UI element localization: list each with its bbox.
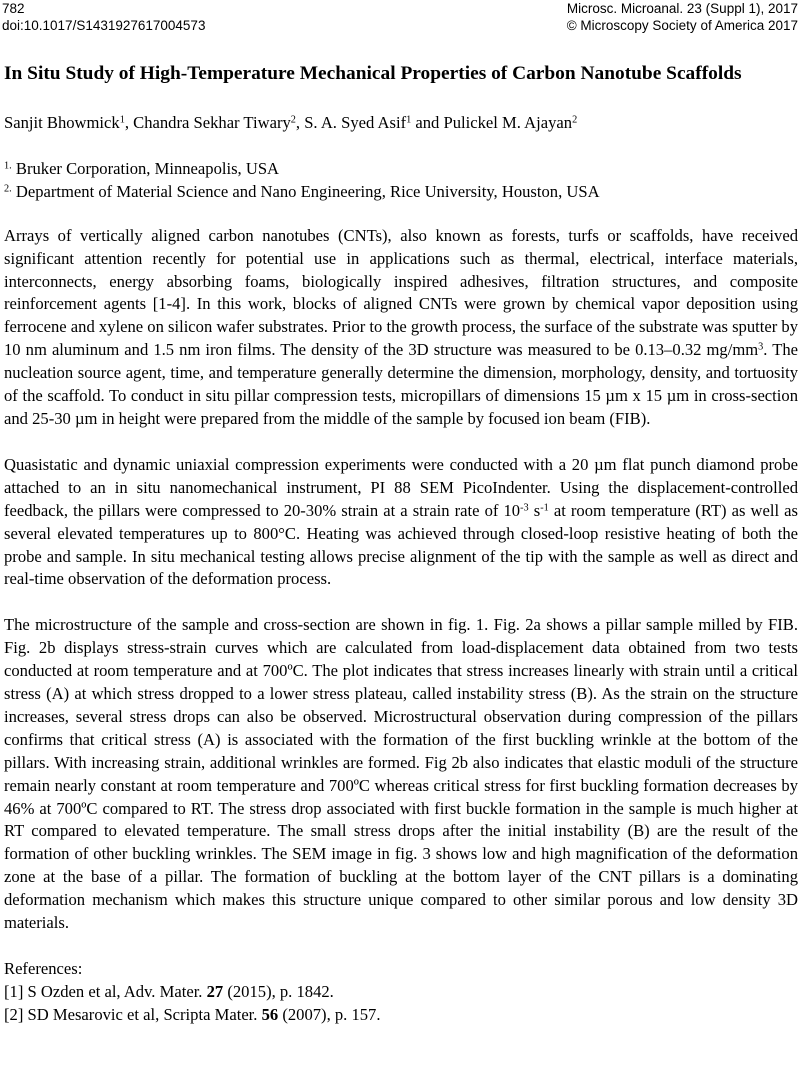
- copyright: © Microscopy Society of America 2017: [566, 18, 798, 33]
- paragraph-3: The microstructure of the sample and cross-section are shown in fig. 1. Fig. 2a shows a pillar sample milled by FIB. Fig. 2b displays stress-strain curves which are calculated from load-displacement data obtained from two tests conducted at room temperature and at 700ºC. The plot indicates that stress increases linearly with strain until a critical stress (A) at which stress dropped to a lower stress plateau, called instability stress (B). As the strain on the structure increases, several stress drops can also be observed. Microstructural observation during compression of the pillars confirms that critical stress (A) is associated with the formation of the first buckling wrinkle at the bottom of the pillars. With increasing strain, additional wrinkles are formed. Fig 2b also indicates that elastic moduli of the structure remain nearly constant at room temperature and 700ºC whereas critical stress for first buckling formation decreases by 46% at 700ºC compared to RT. The stress drop associated with first buckle formation in the sample is much higher at RT compared to elevated temperature. The small stress drops after the initial instability (B) are the result of the formation of other buckling wrinkles. The SEM image in fig. 3 shows low and high magnification of the deformation zone at the base of a pillar. The formation of buckling at the bottom layer of the CNT pillars is a dominating deformation mechanism which makes this structure unique compared to other similar porous and low density 3D materials.: [4, 615, 798, 933]
- header-right: [567, 0, 798, 34]
- author-affiliation-mark: 2: [572, 114, 578, 126]
- affiliations: [4, 158, 798, 204]
- page-number: 782: [2, 1, 25, 16]
- doi: doi:10.1017/S1431927617004573: [2, 18, 206, 33]
- reference-text: [2] SD Mesarovic et al, Scripta Mater.: [4, 1004, 262, 1024]
- article-title: In Situ Study of High-Temperature Mechanical Properties of Carbon Nanotube Scaffolds: [4, 63, 742, 84]
- affiliation-number: 1.: [4, 160, 12, 172]
- author-list: Sanjit Bhowmick$^1$, Chandra Sekhar Tiwary$^2$, S. A. Syed Asif$^1$ and Pulickel M. Ajayan$^2$: [4, 113, 578, 132]
- reference-text: (2015), p. 1842.: [223, 981, 334, 1001]
- author-name: S. A. Syed Asif: [304, 113, 407, 132]
- journal-citation: Microsc. Microanal. 23 (Suppl 1), 2017: [566, 1, 798, 16]
- header-left: [2, 0, 205, 34]
- author-affiliation-mark: 1: [119, 114, 125, 126]
- reference-text: (2007), p. 157.: [278, 1004, 381, 1024]
- author-name: Chandra Sekhar Tiwary: [133, 113, 291, 132]
- paragraph-1: [4, 225, 798, 431]
- paragraph-text: Arrays of vertically aligned carbon nanotubes (CNTs), also known as forests, turfs or scaffolds, have received significant attention recently for potential use in applications such as thermal, electrical, interface materials, interconnects, energy absorbing foams, biologically inspired adhesives, filtration structures, and composite reinforcement agents [1-4]. In this work, blocks of aligned CNTs were grown by chemical vapor deposition using ferrocene and xylene on silicon wafer substrates. Prior to the growth process, the surface of the substrate was sputter by 10 nm aluminum and 1.5 nm iron films. The density of the 3D structure was measured to be 0.13–0.32 mg/mm: [4, 225, 798, 360]
- affiliation-text: Bruker Corporation, Minneapolis, USA: [15, 158, 280, 178]
- paragraph-text: at room temperature (RT) as well as several elevated temperatures up to 800°C. Heating was achieved through closed-loop resistive heating of both the probe and sample. In situ mechanical testing allows precise alignment of the tip with the sample as well as direct and real-time observation of the deformation process.: [4, 500, 798, 589]
- affiliation-number: 2.: [4, 183, 12, 195]
- author-affiliation-mark: 1: [406, 114, 412, 126]
- reference-item: [4, 981, 798, 1004]
- paragraph-text: s: [528, 500, 541, 520]
- reference-item: [4, 1004, 798, 1027]
- superscript: 3: [758, 341, 764, 353]
- author-name: Pulickel M. Ajayan: [443, 113, 573, 132]
- superscript: -1: [540, 502, 549, 514]
- article: [4, 62, 798, 1027]
- paragraph-text: . The nucleation source agent, time, and temperature generally determine the dimension, morphology, density, and tortuosity of the scaffold. To conduct in situ pillar compression tests, micropillars of dimensions 15 µm x 15 µm in cross-section and 25-30 µm in height were prepared from the middle of the sample by focused ion beam (FIB).: [4, 340, 798, 428]
- references: [4, 958, 798, 1027]
- reference-volume: 27: [206, 981, 224, 1001]
- affiliation: [4, 158, 798, 181]
- reference-volume: 56: [261, 1004, 279, 1024]
- paragraph-2: [4, 454, 798, 591]
- author-name: Sanjit Bhowmick: [4, 113, 120, 132]
- paragraph-text: Quasistatic and dynamic uniaxial compression experiments were conducted with a 20 µm flat punch diamond probe attached to an in situ nanomechanical instrument, PI 88 SEM PicoIndenter. Using the displacement-controlled feedback, the pillars were compressed to 20-30% strain at a strain rate of 10: [4, 454, 798, 520]
- affiliation-text: Department of Material Science and Nano Engineering, Rice University, Houston, USA: [15, 181, 600, 201]
- superscript: -3: [520, 502, 529, 514]
- author-affiliation-mark: 2: [290, 114, 296, 126]
- reference-text: [1] S Ozden et al, Adv. Mater.: [4, 981, 207, 1001]
- affiliation: [4, 181, 798, 204]
- references-heading: References:: [4, 959, 83, 978]
